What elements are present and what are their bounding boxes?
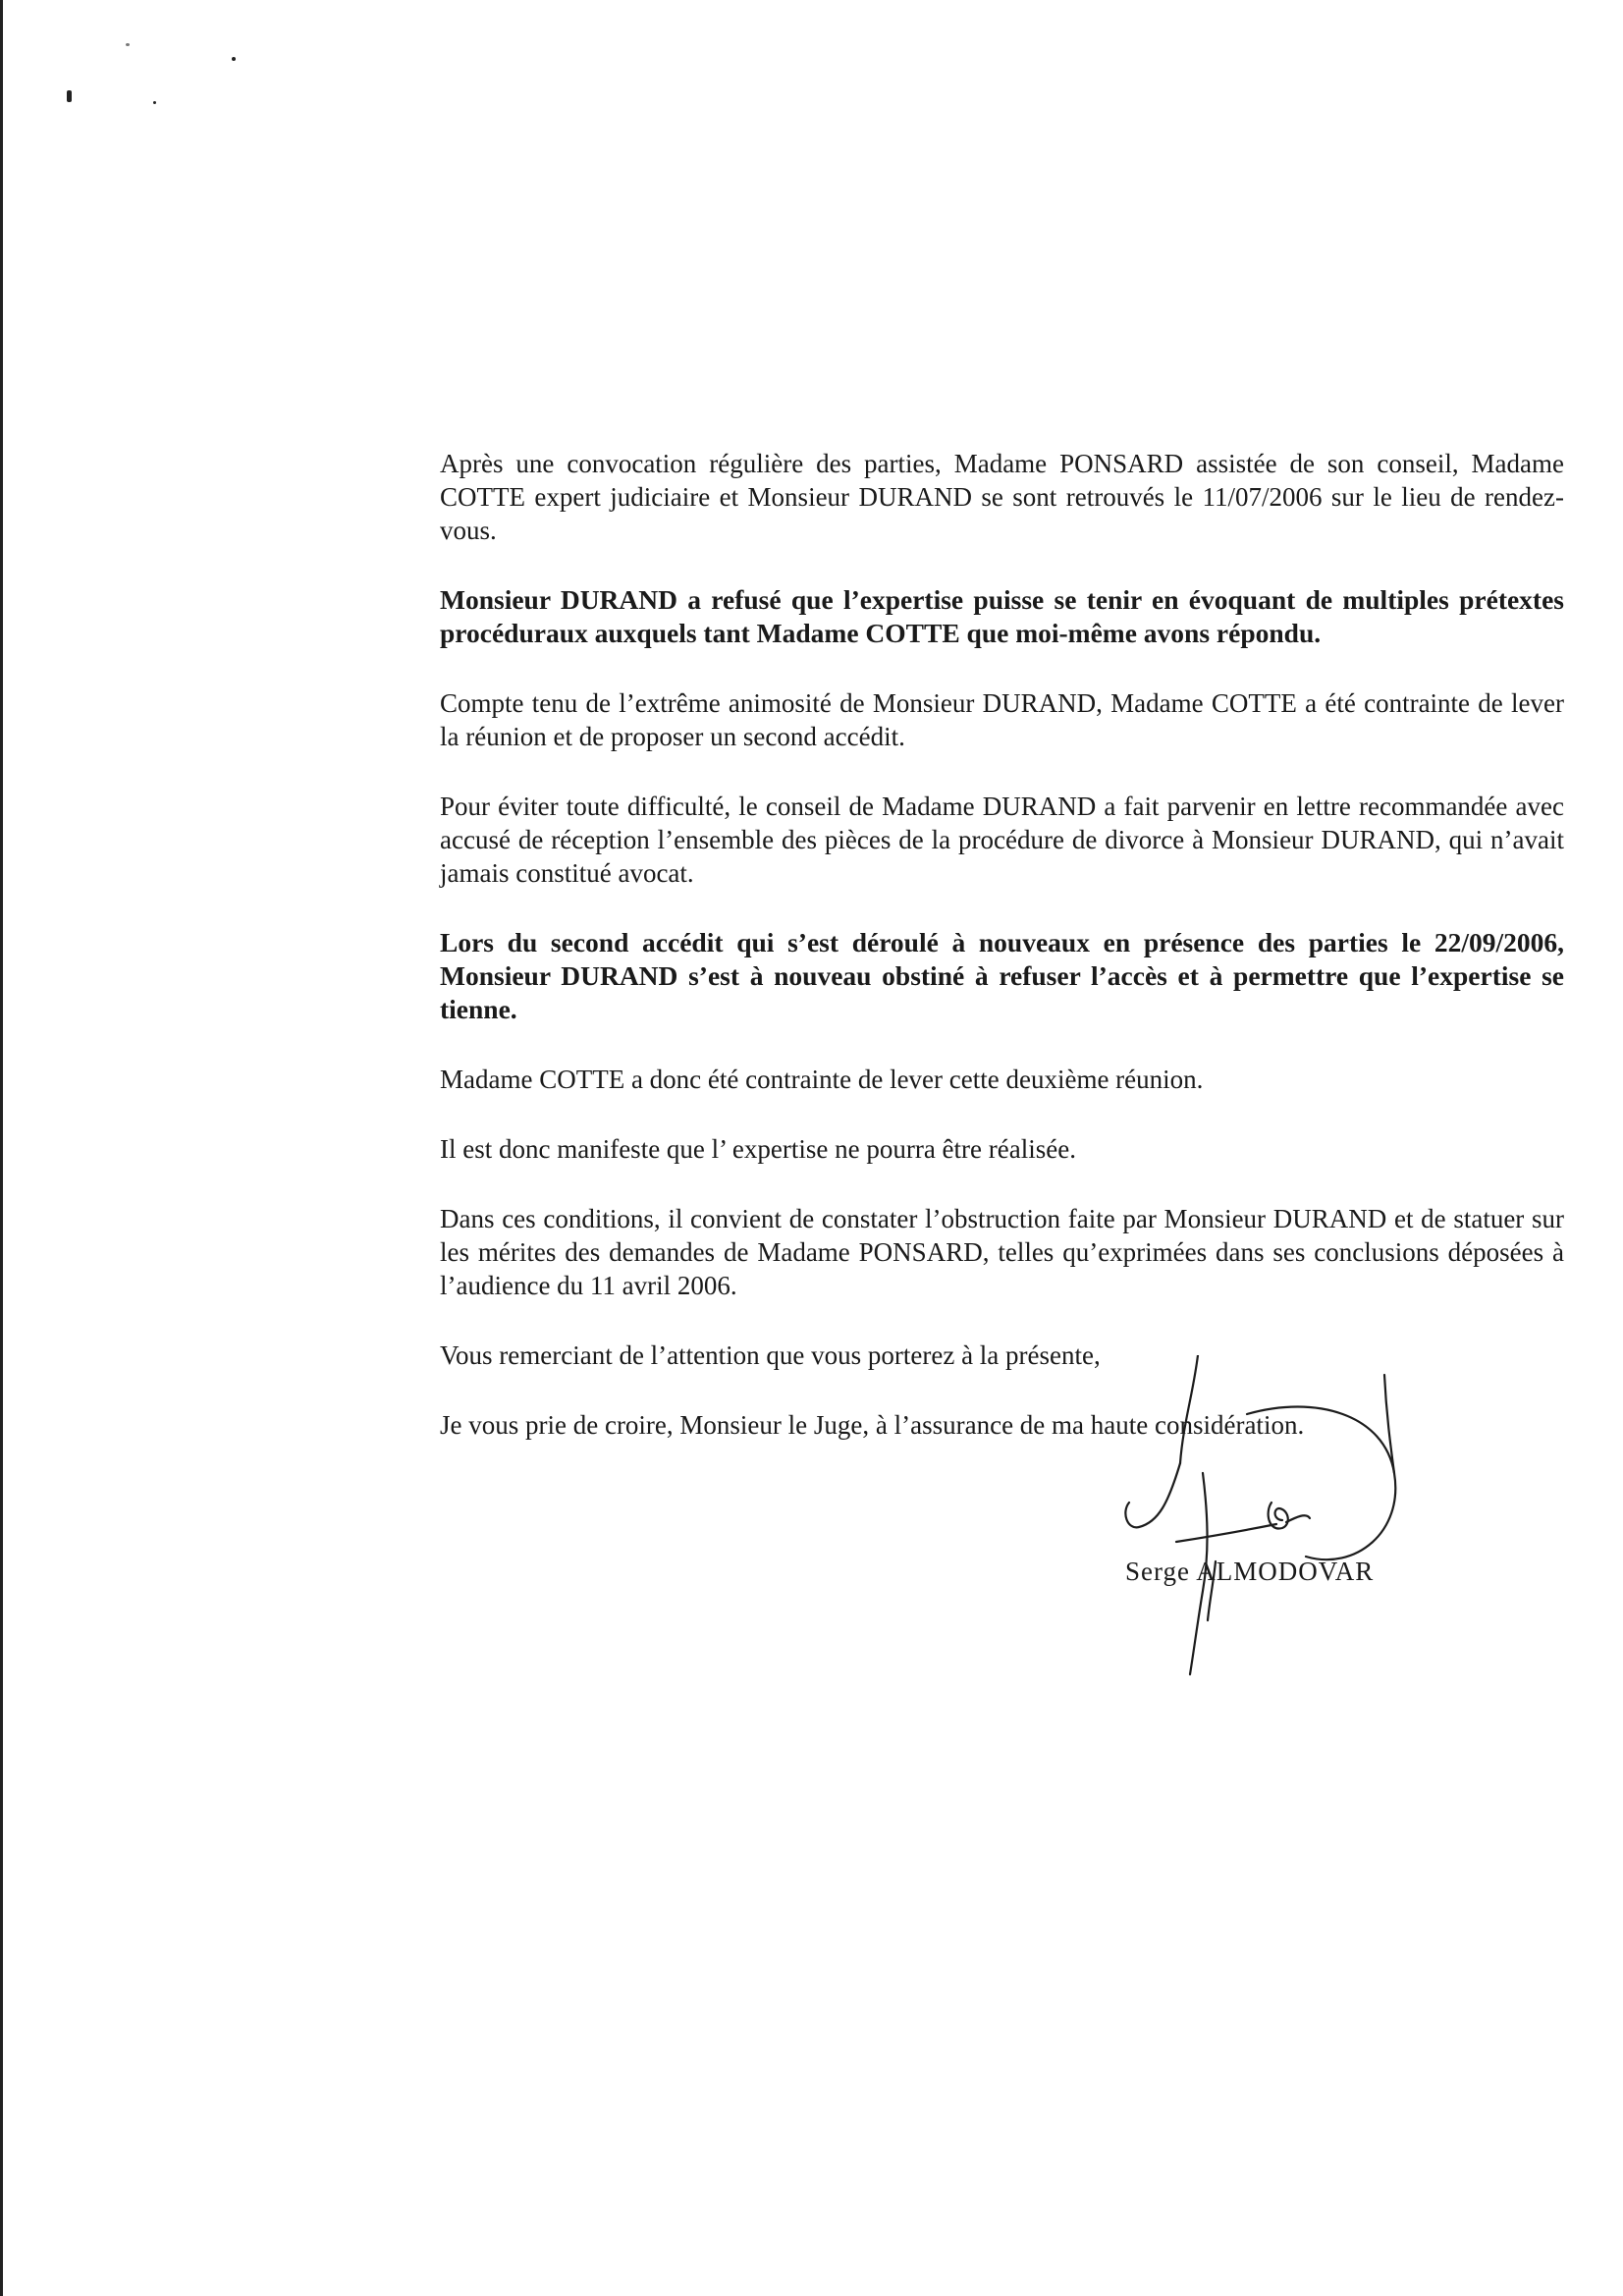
- paragraph-convocation: Après une convocation régulière des parties, Madame PONSARD assistée de son conseil, Madame COTTE expert judiciaire et Monsieur DURAND se sont retrouvés le 11/07/2006 sur le lieu de rendez-vous.: [440, 449, 1564, 545]
- paragraph-second-meeting: Madame COTTE a donc été contrainte de lever cette deuxième réunion.: [440, 1065, 1204, 1094]
- paragraph-thanks: Vous remerciant de l’attention que vous porterez à la présente,: [440, 1340, 1101, 1370]
- signatory-name: Serge ALMODOVAR: [1125, 1557, 1375, 1586]
- scan-speck: [67, 90, 72, 102]
- scan-speck: [126, 43, 130, 46]
- scan-border: [0, 0, 3, 2296]
- scan-speck: [232, 57, 236, 61]
- paragraph-refusal: Monsieur DURAND a refusé que l’expertise puisse se tenir en évoquant de multiples prétextes procéduraux auxquels tant Madame COTTE que moi-même avons répondu.: [440, 584, 1564, 648]
- paragraph-second-accedit: Lors du second accédit qui s’est déroulé à nouveaux en présence des parties le 22/09/2006, Monsieur DURAND s’est à nouveau obstiné à refuser l’accès et à permettre que l’expertise se tienne.: [440, 927, 1564, 1024]
- paragraph-manifest: Il est donc manifeste que l’ expertise ne pourra être réalisée.: [440, 1134, 1076, 1164]
- letter-body: [440, 447, 1564, 1478]
- scan-speck: [153, 101, 156, 104]
- paragraph-closing: Je vous prie de croire, Monsieur le Juge, à l’assurance de ma haute considération.: [440, 1410, 1305, 1440]
- paragraph-registered-letter: Pour éviter toute difficulté, le conseil de Madame DURAND a fait parvenir en lettre recommandée avec accusé de réception l’ensemble des pièces de la procédure de divorce à Monsieur DURAND, qui n’avait jamais constitué avocat.: [440, 792, 1564, 888]
- paragraph-conditions: Dans ces conditions, il convient de constater l’obstruction faite par Monsieur DURAND et de statuer sur les mérites des demandes de Madame PONSARD, telles qu’exprimées dans ses conclusions déposées à l’audience du 11 avril 2006.: [440, 1204, 1564, 1300]
- paragraph-animosity: Compte tenu de l’extrême animosité de Monsieur DURAND, Madame COTTE a été contrainte de lever la réunion et de proposer un second accédit.: [440, 688, 1564, 751]
- handwritten-signature: [1100, 1355, 1414, 1679]
